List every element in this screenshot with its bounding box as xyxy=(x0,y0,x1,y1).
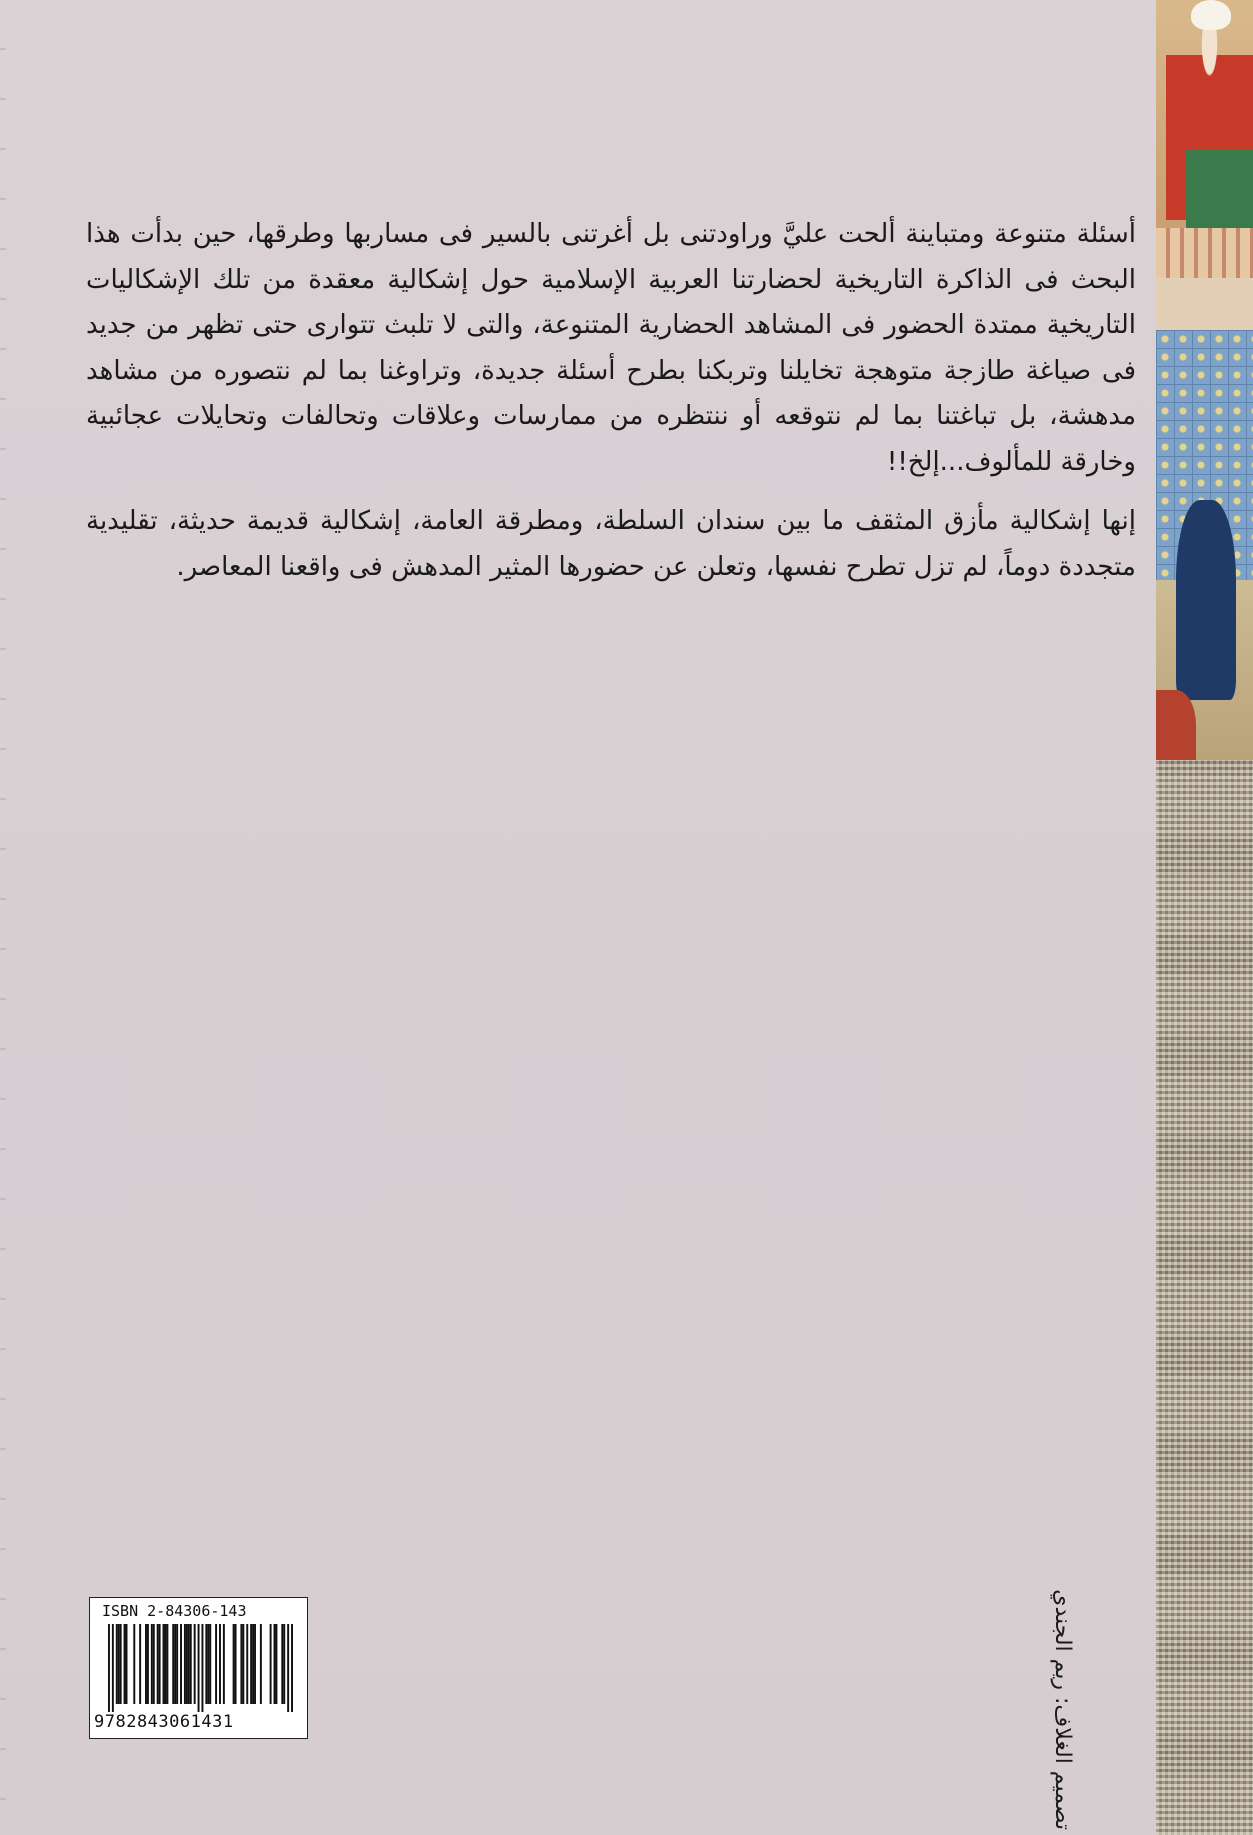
barcode-bar xyxy=(108,1624,110,1712)
barcode-bar xyxy=(176,1624,178,1704)
barcode-bar xyxy=(207,1624,209,1704)
barcode-bar xyxy=(145,1624,147,1704)
barcode-bar xyxy=(174,1624,176,1704)
barcode-bar xyxy=(112,1624,114,1712)
barcode-bar xyxy=(281,1624,283,1704)
barcode-bar xyxy=(118,1624,120,1704)
isbn-label: ISBN 2-84306-143 xyxy=(102,1602,247,1620)
barcode-bar xyxy=(186,1624,188,1704)
barcode-bar xyxy=(250,1624,252,1704)
barcode-bar xyxy=(275,1624,277,1704)
barcode-bar xyxy=(124,1624,126,1704)
blurb-text xyxy=(86,212,1136,604)
barcode-bar xyxy=(198,1624,200,1712)
barcode-bar xyxy=(274,1624,276,1704)
barcode-bar xyxy=(201,1624,203,1712)
barcode-bar xyxy=(240,1624,242,1704)
barcode-bar xyxy=(287,1624,289,1712)
barcode-bar xyxy=(151,1624,153,1704)
barcode-bar xyxy=(252,1624,254,1704)
blurb-paragraph-2: إنها إشكالية مأزق المثقف ما بين سندان السلطة، ومطرقة العامة، إشكالية قديمة حديثة، تقليدية متجددة دوماً، لم تزل تطرح نفسها، وتعلن عن حضورها المثير المدهش فى واقعنا المعاصر. xyxy=(86,506,1136,582)
barcode-bars xyxy=(108,1624,293,1712)
barcode-bar xyxy=(163,1624,165,1704)
barcode-bar xyxy=(184,1624,186,1704)
fabric-texture-image xyxy=(1156,760,1253,1835)
barcode-bar xyxy=(180,1624,182,1704)
barcode-bar xyxy=(283,1624,285,1704)
barcode-bar xyxy=(133,1624,135,1704)
barcode-bar xyxy=(246,1624,248,1704)
barcode-bar xyxy=(120,1624,122,1704)
barcode-bar xyxy=(172,1624,174,1704)
barcode-bar xyxy=(139,1624,141,1704)
barcode-bar xyxy=(147,1624,149,1704)
barcode-bar xyxy=(291,1624,293,1712)
barcode-bar xyxy=(270,1624,272,1704)
blurb-paragraph-1: أسئلة متنوعة ومتباينة ألحت عليَّ وراودتنى بل أغرتنى بالسير فى مساربها وطرقها، حين بدأت هذا البحث فى الذاكرة التاريخية لحضارتنا العربية الإسلامية حول إشكالية معقدة من تلك الإشكاليات التاريخية ممتدة الحضور فى المشاهد الحضارية المتنوعة، والتى لا تلبث تتوارى حتى تظهر من جديد فى صياغة طازجة متوهجة تخايلنا وتربكنا بطرح أسئلة جديدة، وتراوغنا بما لم نتصوره من مشاهد مدهشة، بل تباغتنا بما لم نتوقعه أو ننتظره من ممارسات وعلاقات وتحالفات وتحايلات عجائبية وخارقة للمألوف...إلخ!! xyxy=(86,219,1136,477)
barcode-bar xyxy=(260,1624,262,1704)
spine-strip xyxy=(1156,0,1253,1835)
miniature-painting-image xyxy=(1156,0,1253,760)
barcode-bar xyxy=(194,1624,196,1704)
barcode-bar xyxy=(166,1624,168,1704)
page-edge xyxy=(0,0,6,1835)
barcode-bar xyxy=(254,1624,256,1704)
barcode-bar xyxy=(159,1624,161,1704)
barcode-bar xyxy=(190,1624,192,1704)
barcode-number: 9782843061431 xyxy=(94,1712,234,1732)
barcode-bar xyxy=(116,1624,118,1704)
barcode-bar xyxy=(242,1624,244,1704)
barcode-bar xyxy=(164,1624,166,1704)
barcode-bar xyxy=(223,1624,225,1704)
barcode-bar xyxy=(219,1624,221,1704)
barcode-bar xyxy=(233,1624,235,1704)
barcode-bar xyxy=(215,1624,217,1704)
barcode xyxy=(89,1597,308,1739)
barcode-bar xyxy=(209,1624,211,1704)
barcode-bar xyxy=(157,1624,159,1704)
barcode-bar xyxy=(205,1624,207,1704)
barcode-bar xyxy=(188,1624,190,1704)
barcode-bar xyxy=(153,1624,155,1704)
cover-design-credit: تصميم الغلاف: ريم الجندي xyxy=(1050,1589,1075,1830)
barcode-bar xyxy=(126,1624,128,1704)
barcode-bar xyxy=(235,1624,237,1704)
